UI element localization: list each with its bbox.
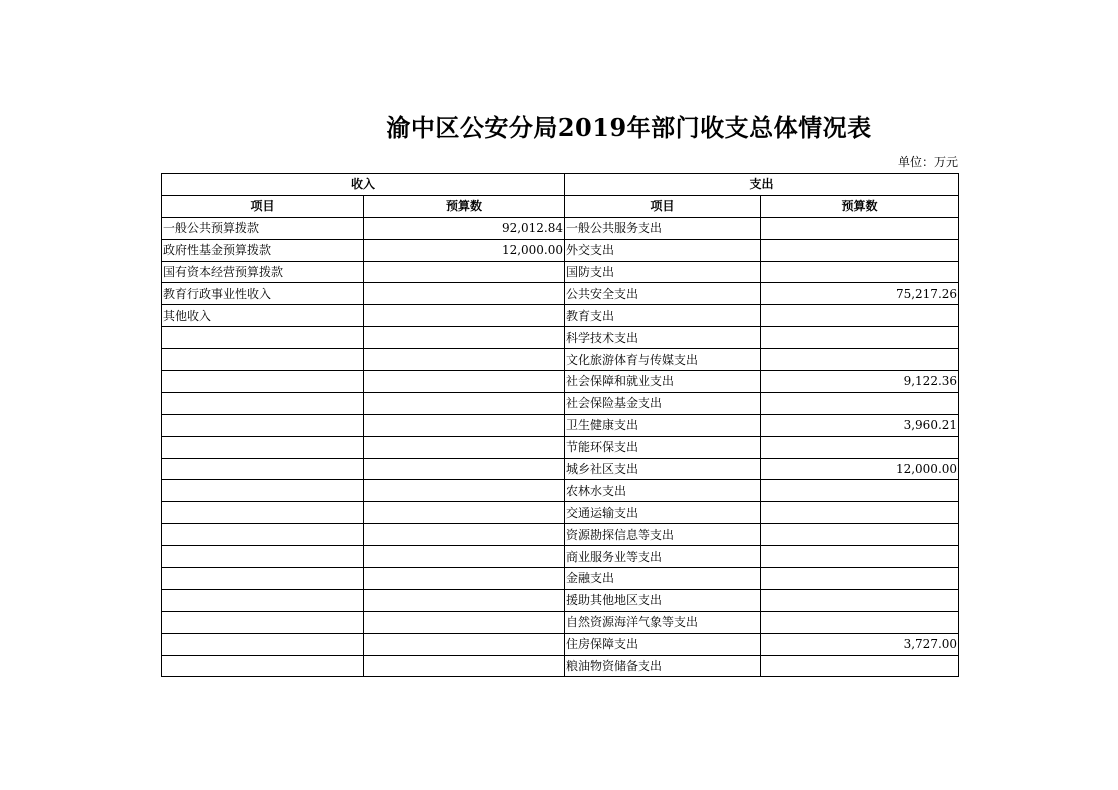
expense-amount-cell xyxy=(761,261,959,283)
expense-amount-cell xyxy=(761,568,959,590)
income-header: 收入 xyxy=(162,174,565,196)
expense-amount-cell: 3,727.00 xyxy=(761,633,959,655)
section-header-row xyxy=(162,174,959,196)
expense-item-cell: 卫生健康支出 xyxy=(565,414,761,436)
table-row xyxy=(162,327,959,349)
income-amount-cell xyxy=(364,655,565,677)
table-row xyxy=(162,392,959,414)
expense-item-cell: 住房保障支出 xyxy=(565,633,761,655)
expense-amount-cell xyxy=(761,546,959,568)
income-item-cell: 其他收入 xyxy=(162,305,364,327)
page-title: 渝中区公安分局2019年部门收支总体情况表 xyxy=(386,113,872,142)
table-row xyxy=(162,217,959,239)
income-item-cell xyxy=(162,480,364,502)
expense-amount-cell xyxy=(761,305,959,327)
expense-amount-cell: 12,000.00 xyxy=(761,458,959,480)
income-amount-cell xyxy=(364,392,565,414)
income-item-column-header: 项目 xyxy=(162,195,364,217)
expense-item-cell: 国防支出 xyxy=(565,261,761,283)
expense-amount-cell xyxy=(761,392,959,414)
income-item-cell xyxy=(162,633,364,655)
income-item-cell xyxy=(162,371,364,393)
expense-item-cell: 援助其他地区支出 xyxy=(565,589,761,611)
income-item-cell xyxy=(162,611,364,633)
expense-item-cell: 农林水支出 xyxy=(565,480,761,502)
table-row xyxy=(162,349,959,371)
expense-amount-cell xyxy=(761,436,959,458)
income-item-cell xyxy=(162,546,364,568)
expense-amount-column-header: 预算数 xyxy=(761,195,959,217)
income-amount-cell xyxy=(364,305,565,327)
table-row xyxy=(162,305,959,327)
expense-amount-cell: 75,217.26 xyxy=(761,283,959,305)
income-item-cell xyxy=(162,524,364,546)
expense-item-cell: 社会保障和就业支出 xyxy=(565,371,761,393)
expense-amount-cell: 3,960.21 xyxy=(761,414,959,436)
income-item-cell: 政府性基金预算拨款 xyxy=(162,239,364,261)
expense-amount-cell: 9,122.36 xyxy=(761,371,959,393)
income-item-cell: 一般公共预算拨款 xyxy=(162,217,364,239)
unit-label: 单位：万元 xyxy=(897,155,958,169)
income-amount-cell xyxy=(364,480,565,502)
income-item-cell: 国有资本经营预算拨款 xyxy=(162,261,364,283)
income-amount-cell xyxy=(364,502,565,524)
table-row xyxy=(162,568,959,590)
expense-item-column-header: 项目 xyxy=(565,195,761,217)
income-item-cell: 教育行政事业性收入 xyxy=(162,283,364,305)
income-item-cell xyxy=(162,436,364,458)
table-row xyxy=(162,611,959,633)
table-row xyxy=(162,371,959,393)
column-header-row xyxy=(162,195,959,217)
income-amount-column-header: 预算数 xyxy=(364,195,565,217)
expense-amount-cell xyxy=(761,327,959,349)
table-row xyxy=(162,283,959,305)
expense-item-cell: 商业服务业等支出 xyxy=(565,546,761,568)
income-amount-cell xyxy=(364,436,565,458)
expense-item-cell: 金融支出 xyxy=(565,568,761,590)
table-row xyxy=(162,458,959,480)
table-row xyxy=(162,633,959,655)
income-item-cell xyxy=(162,568,364,590)
income-amount-cell xyxy=(364,589,565,611)
expense-header: 支出 xyxy=(565,174,959,196)
income-amount-cell xyxy=(364,633,565,655)
table-row xyxy=(162,502,959,524)
income-amount-cell xyxy=(364,568,565,590)
expense-amount-cell xyxy=(761,524,959,546)
income-item-cell xyxy=(162,502,364,524)
income-item-cell xyxy=(162,392,364,414)
table-body xyxy=(162,217,959,677)
expense-item-cell: 一般公共服务支出 xyxy=(565,217,761,239)
expense-amount-cell xyxy=(761,480,959,502)
table-row xyxy=(162,414,959,436)
income-amount-cell: 92,012.84 xyxy=(364,217,565,239)
income-amount-cell xyxy=(364,327,565,349)
expense-item-cell: 交通运输支出 xyxy=(565,502,761,524)
table-row xyxy=(162,239,959,261)
expense-item-cell: 文化旅游体育与传媒支出 xyxy=(565,349,761,371)
table-row xyxy=(162,261,959,283)
income-amount-cell xyxy=(364,283,565,305)
expense-amount-cell xyxy=(761,349,959,371)
budget-table xyxy=(161,173,959,677)
income-amount-cell: 12,000.00 xyxy=(364,239,565,261)
income-amount-cell xyxy=(364,458,565,480)
income-item-cell xyxy=(162,458,364,480)
expense-amount-cell xyxy=(761,239,959,261)
expense-amount-cell xyxy=(761,217,959,239)
income-amount-cell xyxy=(364,524,565,546)
table-row xyxy=(162,524,959,546)
expense-amount-cell xyxy=(761,611,959,633)
income-item-cell xyxy=(162,655,364,677)
income-item-cell xyxy=(162,349,364,371)
expense-item-cell: 外交支出 xyxy=(565,239,761,261)
income-item-cell xyxy=(162,414,364,436)
income-amount-cell xyxy=(364,371,565,393)
income-item-cell xyxy=(162,327,364,349)
income-amount-cell xyxy=(364,546,565,568)
expense-item-cell: 公共安全支出 xyxy=(565,283,761,305)
expense-amount-cell xyxy=(761,589,959,611)
income-amount-cell xyxy=(364,349,565,371)
expense-item-cell: 社会保险基金支出 xyxy=(565,392,761,414)
table-row xyxy=(162,546,959,568)
expense-item-cell: 城乡社区支出 xyxy=(565,458,761,480)
income-amount-cell xyxy=(364,414,565,436)
table-row xyxy=(162,655,959,677)
table-row xyxy=(162,589,959,611)
expense-item-cell: 自然资源海洋气象等支出 xyxy=(565,611,761,633)
expense-amount-cell xyxy=(761,502,959,524)
expense-item-cell: 资源勘探信息等支出 xyxy=(565,524,761,546)
table-row xyxy=(162,480,959,502)
expense-item-cell: 教育支出 xyxy=(565,305,761,327)
expense-item-cell: 粮油物资储备支出 xyxy=(565,655,761,677)
expense-item-cell: 科学技术支出 xyxy=(565,327,761,349)
table-row xyxy=(162,436,959,458)
expense-amount-cell xyxy=(761,655,959,677)
income-amount-cell xyxy=(364,261,565,283)
income-item-cell xyxy=(162,589,364,611)
income-amount-cell xyxy=(364,611,565,633)
expense-item-cell: 节能环保支出 xyxy=(565,436,761,458)
